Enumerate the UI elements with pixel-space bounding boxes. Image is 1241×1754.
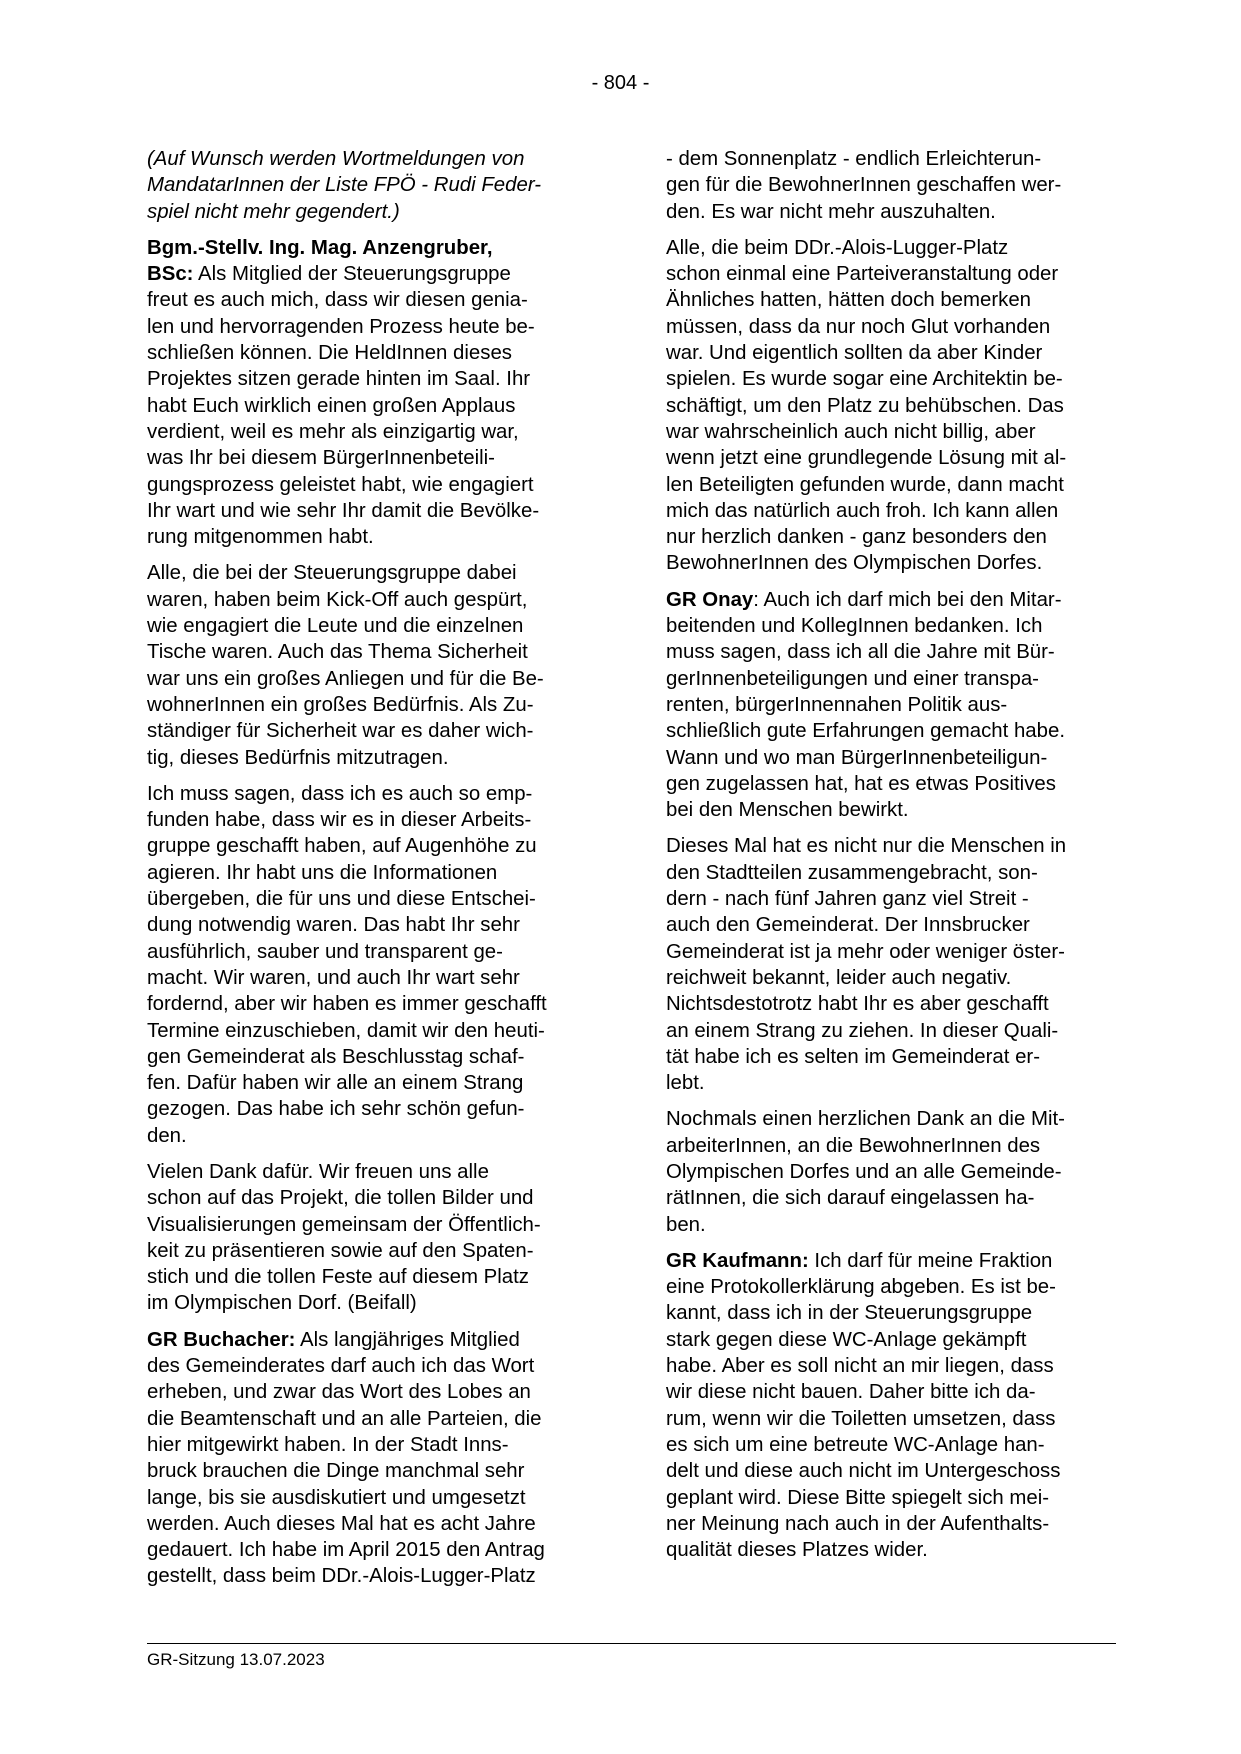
text-line: Projektes sitzen gerade hinten im Saal. Ihr xyxy=(147,368,531,391)
text-line: gen zugelassen hat, hat es etwas Positives xyxy=(666,772,1056,795)
text-line: verdient, weil es mehr als einzigartig war, xyxy=(147,420,519,443)
text-line: wenn jetzt eine grundlegende Lösung mit al- xyxy=(666,447,1067,470)
text-line: Gemeinderat ist ja mehr oder weniger öster- xyxy=(666,940,1065,963)
text-line: stich und die tollen Feste auf diesem Platz xyxy=(147,1266,529,1289)
text-line: hier mitgewirkt haben. In der Stadt Inns- xyxy=(147,1433,509,1456)
text-line: gruppe geschafft haben, auf Augenhöhe zu xyxy=(147,835,537,858)
text-line: len Beteiligten gefunden wurde, dann macht xyxy=(666,473,1064,496)
footer-divider xyxy=(147,1643,1116,1644)
speaker-name: GR Kaufmann: xyxy=(666,1249,809,1272)
text-line: delt und diese auch nicht im Untergeschoss xyxy=(666,1460,1061,1483)
paragraph xyxy=(666,235,1126,577)
text-line: Nichtsdestotrotz habt Ihr es aber geschafft xyxy=(666,993,1049,1016)
text-line: gedauert. Ich habe im April 2015 den Antrag xyxy=(147,1539,545,1562)
paragraph xyxy=(147,781,599,1149)
text-line: qualität dieses Platzes wider. xyxy=(666,1539,928,1562)
text-line: bei den Menschen bewirkt. xyxy=(666,799,909,822)
text-line: agieren. Ihr habt uns die Informationen xyxy=(147,861,498,884)
text-line: MandatarInnen der Liste FPÖ - Rudi Feder- xyxy=(147,174,542,197)
editorial-note xyxy=(147,146,599,225)
text-line: schließen können. Die HeldInnen dieses xyxy=(147,342,512,365)
text-line: die Beamtenschaft und an alle Parteien, die xyxy=(147,1407,542,1430)
text-line: Alle, die beim DDr.-Alois-Lugger-Platz xyxy=(666,236,1009,259)
text-line: gungsprozess geleistet habt, wie engagiert xyxy=(147,473,534,496)
text-line: stark gegen diese WC-Anlage gekämpft xyxy=(666,1328,1027,1351)
text-line: müssen, dass da nur noch Glut vorhanden xyxy=(666,315,1051,338)
text-line: (Auf Wunsch werden Wortmeldungen von xyxy=(147,148,525,170)
text-line: auch den Gemeinderat. Der Innsbrucker xyxy=(666,914,1030,937)
text-line: tät habe ich es selten im Gemeinderat er- xyxy=(666,1045,1041,1068)
speaker-name: BSc: xyxy=(147,263,194,286)
text-line: Wann und wo man BürgerInnenbeteiligun- xyxy=(666,746,1048,769)
text-line: werden. Auch dieses Mal hat es acht Jahre xyxy=(147,1512,536,1535)
text-line: gezogen. Das habe ich sehr schön gefun- xyxy=(147,1098,525,1121)
text-line: dung notwendig waren. Das habt Ihr sehr xyxy=(147,914,520,937)
text-line: den. xyxy=(147,1124,187,1147)
text-line: habt Euch wirklich einen großen Applaus xyxy=(147,394,516,417)
text-line: freut es auch mich, dass wir diesen genia- xyxy=(147,289,528,312)
text-line: len und hervorragenden Prozess heute be- xyxy=(147,315,535,338)
text-line: ständiger für Sicherheit war es daher wich- xyxy=(147,720,534,743)
text-line: spiel nicht mehr gegendert.) xyxy=(147,200,400,223)
text-line: den. Es war nicht mehr auszuhalten. xyxy=(666,200,996,223)
text-line: funden habe, dass wir es in dieser Arbeits- xyxy=(147,809,532,832)
text-line: beitenden und KollegInnen bedanken. Ich xyxy=(666,615,1043,638)
text-line: reichweit bekannt, leider auch negativ. xyxy=(666,966,1012,989)
text-line: eine Protokollerklärung abgeben. Es ist be- xyxy=(666,1276,1056,1299)
text-line: dern - nach fünf Jahren ganz viel Streit - xyxy=(666,888,1029,911)
text-line: Visualisierungen gemeinsam der Öffentlich- xyxy=(147,1213,541,1236)
text-line: was Ihr bei diesem BürgerInnenbeteili- xyxy=(147,447,495,470)
text-line: des Gemeinderates darf auch ich das Wort xyxy=(147,1355,535,1378)
text-line: schäftigt, um den Platz zu behübschen. Das xyxy=(666,394,1064,417)
speaker-name: GR Buchacher: xyxy=(147,1328,296,1351)
speech-text: : Auch ich darf mich bei den Mitar- xyxy=(753,588,1062,611)
paragraph xyxy=(666,146,1126,225)
text-line: gestellt, dass beim DDr.-Alois-Lugger-Platz xyxy=(147,1565,536,1588)
speech-buchacher xyxy=(147,1327,599,1590)
text-line: schließlich gute Erfahrungen gemacht habe. xyxy=(666,720,1065,743)
text-line: muss sagen, dass ich all die Jahre mit Bür- xyxy=(666,641,1055,664)
footer-session-date: GR-Sitzung 13.07.2023 xyxy=(147,1650,325,1669)
text-line: schon auf das Projekt, die tollen Bilder und xyxy=(147,1187,534,1210)
text-line: lebt. xyxy=(666,1072,705,1095)
text-line: kannt, dass ich in der Steuerungsgruppe xyxy=(666,1302,1033,1325)
speech-lines xyxy=(666,613,1126,823)
text-line: BewohnerInnen des Olympischen Dorfes. xyxy=(666,552,1043,575)
text-line: Dieses Mal hat es nicht nur die Menschen in xyxy=(666,835,1067,858)
text-line: keit zu präsentieren sowie auf den Spaten- xyxy=(147,1239,534,1262)
text-line: fordernd, aber wir haben es immer geschafft xyxy=(147,993,547,1016)
text-line: wir diese nicht bauen. Daher bitte ich da- xyxy=(666,1381,1036,1404)
text-line: geplant wird. Diese Bitte spiegelt sich mei- xyxy=(666,1486,1050,1509)
text-line: Termine einzuschieben, damit wir den heuti- xyxy=(147,1019,545,1042)
text-line: renten, bürgerInnennahen Politik aus- xyxy=(666,693,1008,716)
text-line: Olympischen Dorfes und an alle Gemeinde- xyxy=(666,1160,1062,1183)
text-line: Nochmals einen herzlichen Dank an die Mit- xyxy=(666,1108,1065,1131)
text-line: war uns ein großes Anliegen und für die Be- xyxy=(147,667,544,690)
speech-lines xyxy=(666,1274,1126,1563)
text-line: bruck brauchen die Dinge manchmal sehr xyxy=(147,1460,525,1483)
text-line: den Stadtteilen zusammengebracht, son- xyxy=(666,861,1038,884)
text-line: lange, bis sie ausdiskutiert und umgesetzt xyxy=(147,1486,526,1509)
text-line: rum, wenn wir die Toiletten umsetzen, dass xyxy=(666,1407,1056,1430)
text-line: tig, dieses Bedürfnis mitzutragen. xyxy=(147,746,449,769)
speech-lines xyxy=(147,287,599,550)
text-line: im Olympischen Dorf. (Beifall) xyxy=(147,1292,417,1315)
text-line: waren, haben beim Kick-Off auch gespürt, xyxy=(147,588,528,611)
text-line: gen Gemeinderat als Beschlusstag schaf- xyxy=(147,1045,525,1068)
text-line: erheben, und zwar das Wort des Lobes an xyxy=(147,1381,531,1404)
text-line: rätInnen, die sich darauf eingelassen ha- xyxy=(666,1187,1035,1210)
text-line: Tische waren. Auch das Thema Sicherheit xyxy=(147,641,528,664)
text-line: wohnerInnen ein großes Bedürfnis. Als Zu- xyxy=(147,693,534,716)
text-line: war wahrscheinlich auch nicht billig, aber xyxy=(666,420,1036,443)
speaker-name: Bgm.-Stellv. Ing. Mag. Anzengruber, xyxy=(147,236,493,259)
text-line: ben. xyxy=(666,1213,706,1236)
text-line: rung mitgenommen habt. xyxy=(147,526,374,549)
speech-lines xyxy=(147,1353,599,1590)
text-line: Vielen Dank dafür. Wir freuen uns alle xyxy=(147,1160,489,1183)
text-line: an einem Strang zu ziehen. In dieser Quali- xyxy=(666,1019,1059,1042)
text-line: fen. Dafür haben wir alle an einem Strang xyxy=(147,1072,524,1095)
paragraph xyxy=(147,560,599,770)
speech-onay xyxy=(666,587,1126,824)
speech-text: Als Mitglied der Steuerungsgruppe xyxy=(193,263,511,286)
text-line: ner Meinung nach auch in der Aufenthalts- xyxy=(666,1512,1050,1535)
text-line: - dem Sonnenplatz - endlich Erleichterun- xyxy=(666,148,1042,170)
text-line: habe. Aber es soll nicht an mir liegen, dass xyxy=(666,1355,1054,1378)
text-line: Alle, die bei der Steuerungsgruppe dabei xyxy=(147,562,517,585)
right-column xyxy=(666,146,1126,1573)
paragraph xyxy=(147,1159,599,1317)
text-line: war. Und eigentlich sollten da aber Kinder xyxy=(666,342,1043,365)
speech-anzengruber xyxy=(147,235,599,551)
page-number: - 804 - xyxy=(591,72,650,94)
text-line: nur herzlich danken - ganz besonders den xyxy=(666,526,1047,549)
text-line: Ihr wart und wie sehr Ihr damit die Bevölke- xyxy=(147,499,540,522)
text-line: arbeiterInnen, an die BewohnerInnen des xyxy=(666,1134,1041,1157)
paragraph xyxy=(666,833,1126,1096)
text-line: macht. Wir waren, und auch Ihr wart sehr xyxy=(147,966,520,989)
speech-kaufmann xyxy=(666,1248,1126,1564)
left-column xyxy=(147,146,599,1600)
text-line: Ich muss sagen, dass ich es auch so emp- xyxy=(147,782,533,805)
paragraph xyxy=(666,1106,1126,1237)
text-line: gen für die BewohnerInnen geschaffen wer- xyxy=(666,174,1062,197)
text-line: schon einmal eine Parteiveranstaltung oder xyxy=(666,263,1059,286)
text-line: mich das natürlich auch froh. Ich kann allen xyxy=(666,499,1059,522)
speech-text: Als langjähriges Mitglied xyxy=(295,1328,520,1351)
text-line: wie engagiert die Leute und die einzelnen xyxy=(147,615,524,638)
text-line: übergeben, die für uns und diese Entschei- xyxy=(147,888,536,911)
text-line: spielen. Es wurde sogar eine Architektin be- xyxy=(666,368,1063,391)
text-line: es sich um eine betreute WC-Anlage han- xyxy=(666,1433,1045,1456)
text-line: ausführlich, sauber und transparent ge- xyxy=(147,940,503,963)
speaker-name: GR Onay xyxy=(666,588,754,611)
speech-text: Ich darf für meine Fraktion xyxy=(808,1249,1053,1272)
text-line: Ähnliches hatten, hätten doch bemerken xyxy=(666,289,1032,312)
text-line: gerInnenbeteiligungen und einer transpa- xyxy=(666,667,1039,690)
